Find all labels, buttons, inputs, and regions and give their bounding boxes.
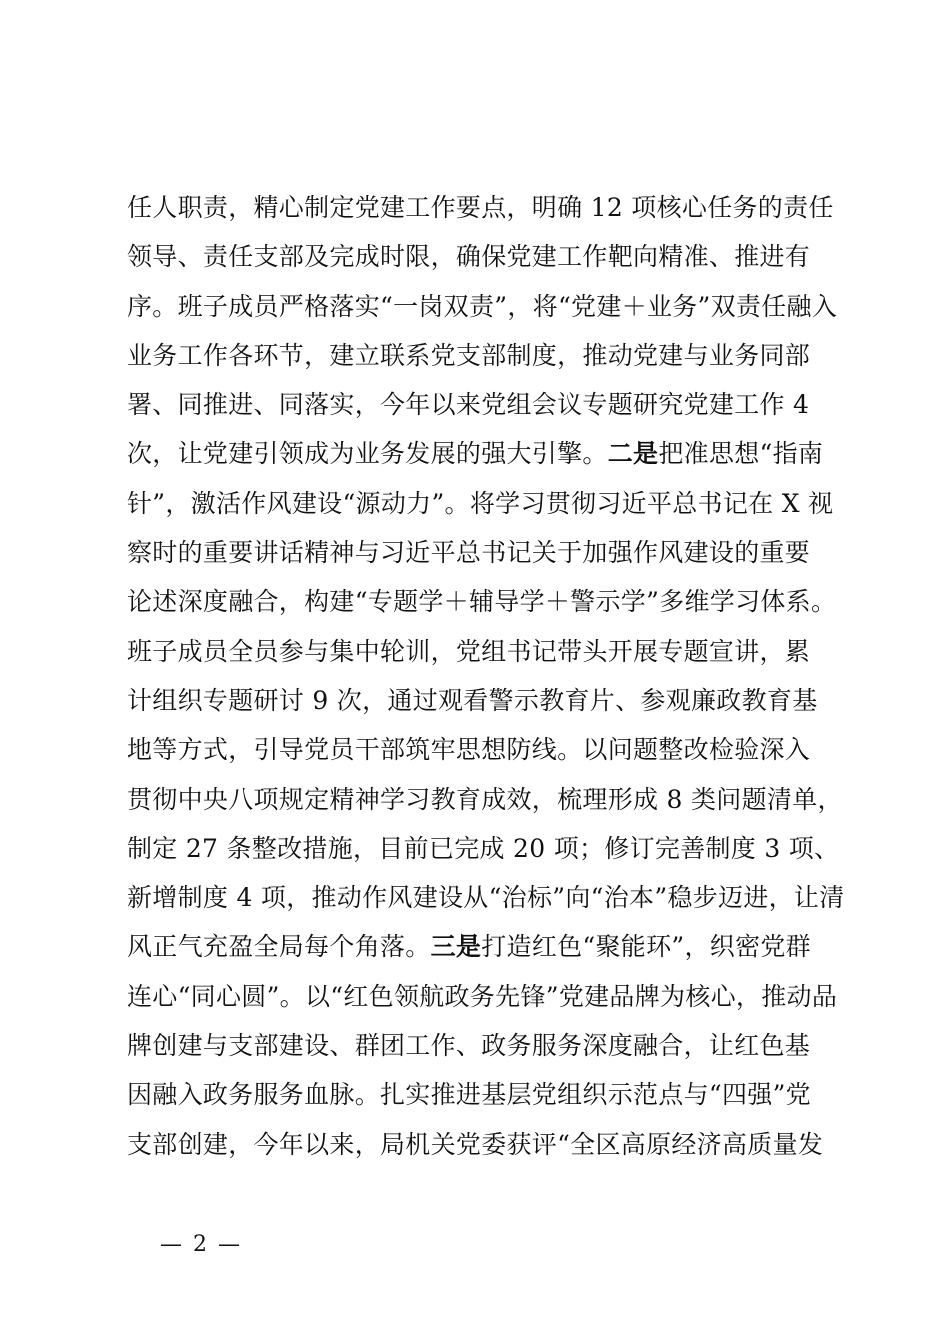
text-segment: 序。班子成员严格落实“一岗双责”，将“党建＋业务”双责任融入 bbox=[127, 291, 838, 321]
text-segment: 新增制度 4 项，推动作风建设从“治标”向“治本”稳步迈进，让清 bbox=[127, 883, 845, 913]
text-segment: 把准思想“指南 bbox=[658, 439, 824, 469]
text-line bbox=[127, 331, 847, 380]
text-line bbox=[127, 725, 847, 774]
text-segment: 打造红色“聚能环”，织密党群 bbox=[481, 932, 811, 962]
text-line bbox=[127, 528, 847, 577]
text-segment: 领导、责任支部及完成时限，确保党建工作靶向精准、推进有 bbox=[127, 242, 811, 272]
text-line bbox=[127, 775, 847, 824]
text-line bbox=[127, 873, 847, 922]
text-line bbox=[127, 380, 847, 429]
page-number: — 2 — bbox=[160, 1232, 242, 1257]
bold-text-segment: 二是 bbox=[607, 439, 659, 469]
text-segment: 察时的重要讲话精神与习近平总书记关于加强作风建设的重要 bbox=[127, 538, 811, 568]
text-line bbox=[127, 577, 847, 626]
text-segment: 风正气充盈全局每个角落。 bbox=[127, 932, 431, 962]
text-segment: 支部创建，今年以来，局机关党委获评“全区高原经济高质量发 bbox=[127, 1129, 824, 1159]
text-segment: 连心“同心圆”。以“红色领航政务先锋”党建品牌为核心，推动品 bbox=[127, 981, 838, 1011]
text-line bbox=[127, 922, 847, 971]
text-segment: 贯彻中央八项规定精神学习教育成效，梳理形成 8 类问题清单， bbox=[127, 784, 843, 814]
text-segment: 业务工作各环节，建立联系党支部制度，推动党建与业务同部 bbox=[127, 340, 811, 370]
text-segment: 任人职责，精心制定党建工作要点，明确 12 项核心任务的责任 bbox=[127, 193, 834, 222]
text-line bbox=[127, 282, 847, 331]
text-line bbox=[127, 1021, 847, 1070]
text-segment: 地等方式，引导党员干部筑牢思想防线。以问题整改检验深入 bbox=[127, 735, 811, 765]
text-segment: 计组织专题研讨 9 次，通过观看警示教育片、参观廉政教育基 bbox=[127, 685, 818, 715]
text-segment: 牌创建与支部建设、群团工作、政务服务深度融合，让红色基 bbox=[127, 1031, 811, 1061]
text-line bbox=[127, 232, 847, 281]
text-line bbox=[127, 429, 847, 478]
text-segment: 班子成员全员参与集中轮训，党组书记带头开展专题宣讲，累 bbox=[127, 636, 811, 666]
text-line bbox=[127, 676, 847, 725]
text-line bbox=[127, 824, 847, 873]
text-line bbox=[127, 479, 847, 528]
text-line bbox=[127, 1070, 847, 1119]
text-line bbox=[127, 1120, 847, 1169]
text-segment: 署、同推进、同落实，今年以来党组会议专题研究党建工作 4 bbox=[127, 390, 810, 420]
text-line bbox=[127, 183, 847, 232]
text-segment: 针”，激活作风建设“源动力”。将学习贯彻习近平总书记在 X 视 bbox=[127, 488, 834, 518]
text-segment: 因融入政务服务血脉。扎实推进基层党组织示范点与“四强”党 bbox=[127, 1080, 811, 1110]
text-line bbox=[127, 972, 847, 1021]
body-text bbox=[127, 183, 847, 1169]
text-segment: 制定 27 条整改措施，目前已完成 20 项；修订完善制度 3 项、 bbox=[127, 833, 840, 863]
bold-text-segment: 三是 bbox=[430, 932, 482, 962]
text-line bbox=[127, 627, 847, 676]
text-segment: 论述深度融合，构建“专题学＋辅导学＋警示学”多维学习体系。 bbox=[127, 587, 837, 617]
text-segment: 次，让党建引领成为业务发展的强大引擎。 bbox=[127, 439, 608, 469]
